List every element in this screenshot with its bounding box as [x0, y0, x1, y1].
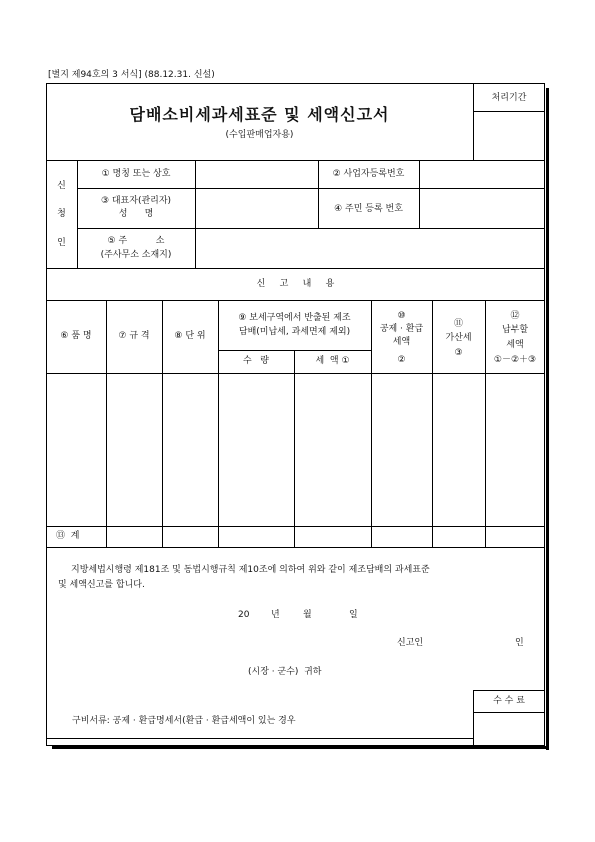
form-reference: [별지 제94호의 3 서식] (88.12.31. 신설) — [48, 70, 215, 80]
date-year-label[interactable]: 년 — [271, 610, 280, 620]
divider — [195, 160, 196, 268]
divider — [46, 526, 545, 527]
divider — [473, 111, 545, 112]
form-subtitle: (수입판매업자용) — [225, 130, 294, 140]
col-item-header: ⑥ 품 명 — [60, 331, 92, 341]
col-deduct-num: ⑩ — [397, 311, 406, 321]
address-label-1: ⑤ 주 소 — [107, 236, 165, 246]
deduct-cell[interactable] — [372, 374, 432, 526]
rep-label-2: 성 명 — [118, 209, 154, 219]
applicant-side-label-3: 인 — [57, 238, 66, 248]
col-qty-header: 수 량 — [243, 356, 269, 366]
divider — [77, 188, 545, 189]
divider — [46, 160, 545, 161]
declaration-line-1: 지방세법시행령 제181조 및 동법시행규칙 제10조에 의하여 위와 같이 제조담배의 과세표준 — [71, 565, 430, 575]
col-payable-header-2: 세액 — [506, 340, 524, 350]
col-penalty-header-2: ③ — [454, 348, 463, 358]
qty-cell[interactable] — [219, 374, 294, 526]
col-penalty-header-1: 가산세 — [445, 333, 472, 343]
col-tax-header: 세 액 ① — [315, 356, 350, 366]
applicant-side-label-1: 신 — [57, 181, 66, 191]
processing-period-label: 처리기간 — [491, 93, 527, 103]
item-cell[interactable] — [47, 374, 106, 526]
resident-no-label: ④ 주민 등록 번호 — [334, 204, 403, 214]
tax-cell[interactable] — [295, 374, 371, 526]
declaration-line-2: 및 세액신고를 합니다. — [58, 580, 145, 590]
report-section-label: 신 고 내 용 — [256, 279, 335, 289]
divider — [473, 690, 545, 691]
col-unit-header: ⑧ 단 위 — [174, 331, 206, 341]
col-deduct-header-3: ② — [397, 355, 406, 365]
fee-field[interactable] — [474, 713, 544, 745]
applicant-side-label-2: 청 — [57, 209, 66, 219]
date-year-prefix: 20 — [238, 610, 250, 620]
form-title: 담배소비세과세표준 및 세액신고서 — [129, 105, 390, 124]
divider — [46, 547, 545, 548]
col-payable-num: ⑫ — [510, 311, 520, 321]
name-label: ① 명칭 또는 상호 — [101, 169, 171, 179]
divider — [46, 738, 473, 739]
rep-label-1: ③ 대표자(관리자) — [100, 196, 172, 206]
biz-reg-label: ② 사업자등록번호 — [332, 169, 405, 179]
col-deduct-header-2: 세액 — [392, 337, 411, 347]
divider — [77, 228, 545, 229]
applicant-sign-label: 신고인 — [397, 638, 424, 648]
total-label: ⑬ 계 — [56, 531, 80, 541]
col-bonded-header-1: ⑨ 보세구역에서 반출된 제조 — [238, 313, 351, 323]
addressee: (시장 · 군수) 귀하 — [248, 667, 322, 677]
frame-shadow-bottom — [52, 746, 549, 749]
divider — [46, 300, 545, 301]
seal-label[interactable]: 인 — [515, 638, 524, 648]
payable-cell[interactable] — [486, 374, 544, 526]
frame-shadow-right — [546, 88, 549, 750]
fee-label: 수 수 료 — [493, 696, 525, 706]
penalty-cell[interactable] — [433, 374, 485, 526]
col-deduct-header-1: 공제 · 환급 — [379, 324, 424, 334]
col-payable-header-1: 납부할 — [501, 325, 529, 335]
divider — [419, 160, 420, 228]
address-label-2: (주사무소 소재지) — [100, 250, 172, 260]
col-payable-header-3: ①－②＋③ — [493, 355, 537, 365]
spec-cell[interactable] — [107, 374, 162, 526]
attachments-note: 구비서류: 공제 · 환급명세서(환급 · 환급세액이 있는 경우 — [72, 716, 296, 726]
divider — [218, 350, 371, 351]
divider — [46, 268, 545, 269]
col-spec-header: ⑦ 규 격 — [118, 331, 150, 341]
date-day-label[interactable]: 일 — [349, 610, 358, 620]
unit-cell[interactable] — [163, 374, 218, 526]
col-bonded-header-2: 담배(미납세, 과세면제 제외) — [238, 327, 351, 337]
date-month-label[interactable]: 월 — [303, 610, 312, 620]
col-penalty-num: ⑪ — [453, 319, 463, 329]
